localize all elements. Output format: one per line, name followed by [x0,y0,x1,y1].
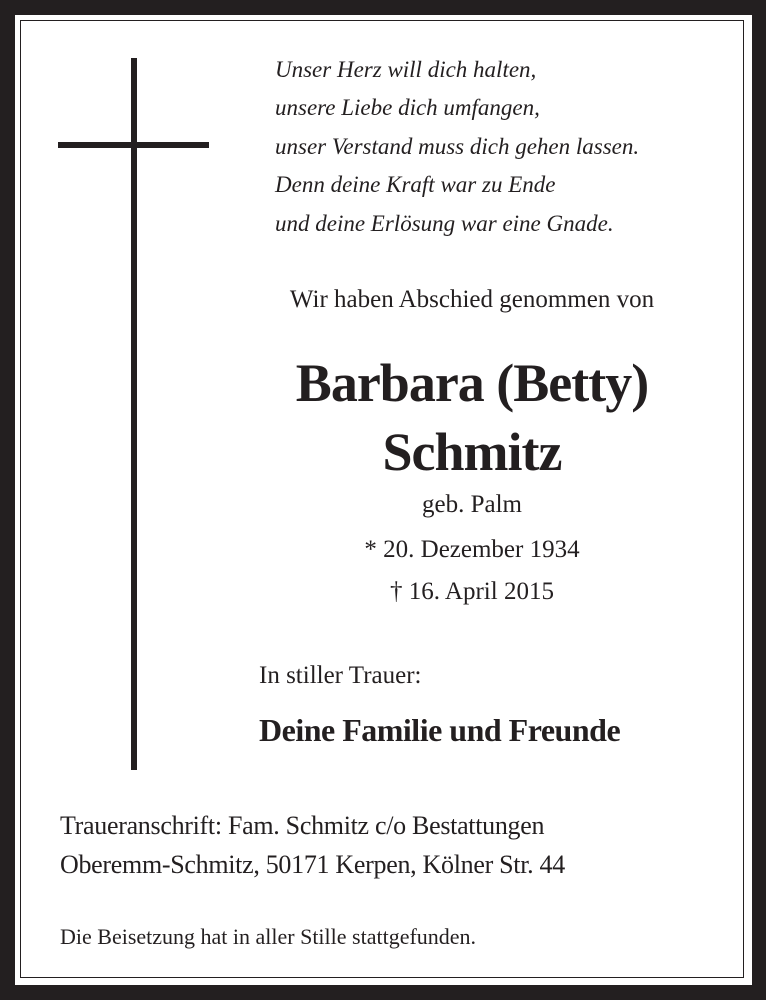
mourners: Deine Familie und Freunde [259,712,621,748]
poem-line: unsere Liebe dich umfangen, [275,95,540,120]
poem-line: Denn deine Kraft war zu Ende [275,172,556,197]
deceased-name: Barbara (Betty) [295,353,649,413]
mourning-label: In stiller Trauer: [259,662,422,689]
cross-horizontal [58,142,209,148]
poem-line: unser Verstand muss dich gehen lassen. [275,134,640,159]
intro-text: Wir haben Abschied genommen von [289,286,655,313]
maiden-name: geb. Palm [422,491,522,518]
death-date: † 16. April 2015 [390,578,554,605]
poem-line: und deine Erlösung war eine Gnade. [275,211,614,236]
birth-date: * 20. Dezember 1934 [364,536,580,563]
burial-note: Die Beisetzung hat in aller Stille stattgefunden. [60,924,477,949]
address-line: Oberemm-Schmitz, 50171 Kerpen, Kölner Str. 44 [60,850,565,879]
deceased-surname: Schmitz [382,422,562,482]
address-line: Traueranschrift: Fam. Schmitz c/o Bestattungen [60,811,545,840]
cross-vertical [131,58,137,770]
poem-line: Unser Herz will dich halten, [275,57,537,82]
